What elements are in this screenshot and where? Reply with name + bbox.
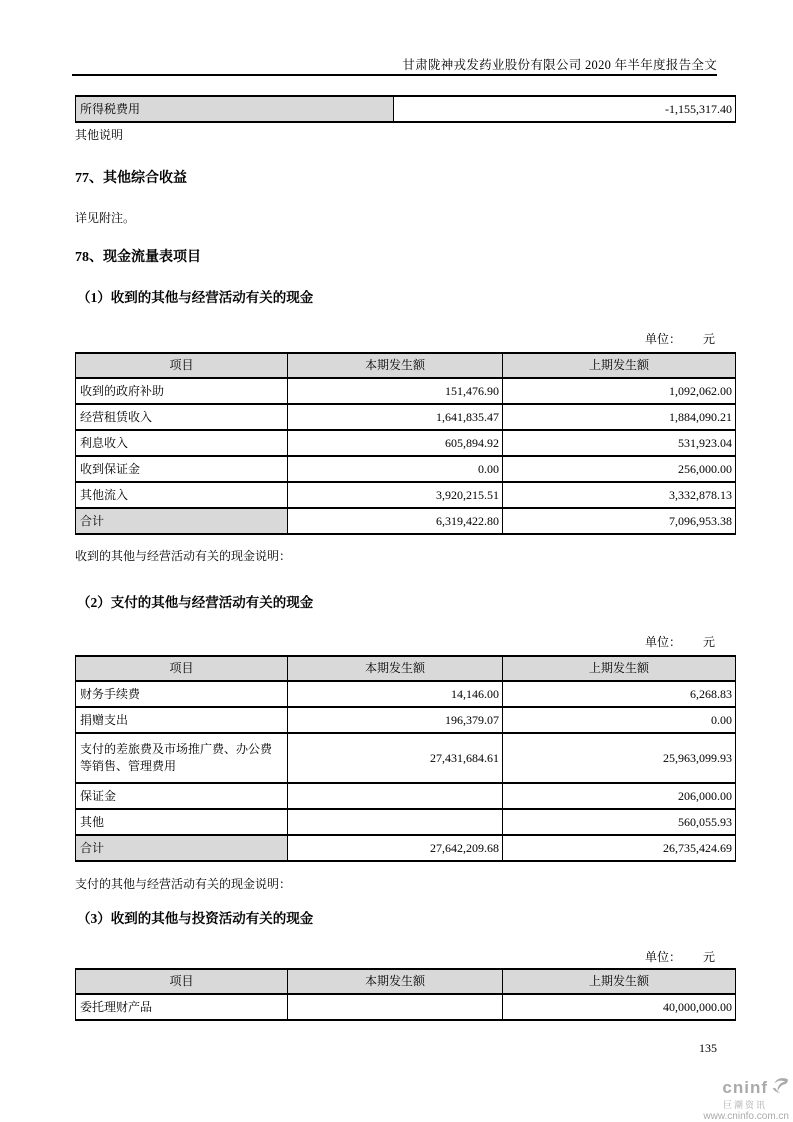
unit-value: 元 <box>702 950 715 964</box>
table-row <box>76 96 736 122</box>
received-operating-table <box>75 352 736 535</box>
item-cell: 保证金 <box>76 783 288 809</box>
paid-operating-note: 支付的其他与经营活动有关的现金说明： <box>75 877 292 891</box>
col-prior: 上期发生额 <box>503 353 736 378</box>
table-row <box>76 809 736 835</box>
current-cell <box>288 783 503 809</box>
unit-line <box>75 633 735 650</box>
other-note: 其他说明 <box>75 128 124 142</box>
unit-line <box>75 948 735 965</box>
prior-cell: 531,923.04 <box>503 430 736 456</box>
item-cell: 利息收入 <box>76 430 288 456</box>
item-cell: 收到的政府补助 <box>76 378 288 404</box>
cninfo-logo-url: www.cninfo.com.cn <box>703 1111 789 1122</box>
current-cell: 0.00 <box>288 456 503 482</box>
prior-cell: 6,268.83 <box>503 681 736 707</box>
unit-label: 单位： <box>644 332 681 346</box>
current-cell: 14,146.00 <box>288 681 503 707</box>
prior-cell: 206,000.00 <box>503 783 736 809</box>
table-row <box>76 404 736 430</box>
col-prior: 上期发生额 <box>503 969 736 994</box>
current-cell: 151,476.90 <box>288 378 503 404</box>
prior-cell: 256,000.00 <box>503 456 736 482</box>
unit-value: 元 <box>702 332 715 346</box>
col-item: 项目 <box>76 353 288 378</box>
current-cell <box>288 809 503 835</box>
item-cell: 其他 <box>76 809 288 835</box>
cninfo-logo-text: cninf <box>722 1078 768 1097</box>
item-cell: 捐赠支出 <box>76 707 288 733</box>
item-cell: 其他流入 <box>76 482 288 508</box>
total-prior-cell: 7,096,953.38 <box>503 508 736 534</box>
table-row <box>76 681 736 707</box>
current-cell: 196,379.07 <box>288 707 503 733</box>
col-current: 本期发生额 <box>288 969 503 994</box>
total-label-cell: 合计 <box>76 835 288 861</box>
prior-cell: 25,963,099.93 <box>503 733 736 783</box>
report-header-title: 甘肃陇神戎发药业股份有限公司 2020 年半年度报告全文 <box>402 58 717 72</box>
table-header-row <box>76 969 736 994</box>
received-operating-note: 收到的其他与经营活动有关的现金说明： <box>75 549 292 563</box>
table-row <box>76 378 736 404</box>
prior-cell: 1,884,090.21 <box>503 404 736 430</box>
table-row <box>76 430 736 456</box>
unit-label: 单位： <box>644 635 681 649</box>
unit-value: 元 <box>702 635 715 649</box>
table-row <box>76 456 736 482</box>
table-total-row <box>76 508 736 534</box>
current-cell: 27,431,684.61 <box>288 733 503 783</box>
current-cell <box>288 994 503 1020</box>
section-77-title: 77、其他综合收益 <box>75 171 187 186</box>
total-label-cell: 合计 <box>76 508 288 534</box>
col-item: 项目 <box>76 656 288 681</box>
col-current: 本期发生额 <box>288 353 503 378</box>
income-tax-table <box>75 95 736 123</box>
page-number: 135 <box>699 1041 717 1055</box>
prior-cell: 0.00 <box>503 707 736 733</box>
current-cell: 605,894.92 <box>288 430 503 456</box>
unit-label: 单位： <box>644 950 681 964</box>
table-row <box>76 733 736 783</box>
section-78-1-title: （1）收到的其他与经营活动有关的现金 <box>77 290 314 305</box>
paid-operating-table <box>75 655 736 862</box>
cninfo-swirl-icon <box>770 1076 789 1100</box>
section-77-body: 详见附注。 <box>75 211 136 225</box>
item-cell: 财务手续费 <box>76 681 288 707</box>
prior-cell: 560,055.93 <box>503 809 736 835</box>
total-current-cell: 27,642,209.68 <box>288 835 503 861</box>
table-header-row <box>76 353 736 378</box>
item-cell: 委托理财产品 <box>76 994 288 1020</box>
item-cell: 支付的差旅费及市场推广费、办公费等销售、管理费用 <box>76 733 288 783</box>
section-78-2-title: （2）支付的其他与经营活动有关的现金 <box>77 595 314 610</box>
cninfo-logo-chinese: 巨潮资讯 <box>722 1100 767 1110</box>
prior-cell: 1,092,062.00 <box>503 378 736 404</box>
unit-line <box>75 330 735 347</box>
total-current-cell: 6,319,422.80 <box>288 508 503 534</box>
current-cell: 3,920,215.51 <box>288 482 503 508</box>
cninfo-logo <box>669 1076 789 1122</box>
col-current: 本期发生额 <box>288 656 503 681</box>
item-cell: 经营租赁收入 <box>76 404 288 430</box>
col-prior: 上期发生额 <box>503 656 736 681</box>
table-header-row <box>76 656 736 681</box>
col-item: 项目 <box>76 969 288 994</box>
section-78-3-title: （3）收到的其他与投资活动有关的现金 <box>77 911 314 926</box>
table-total-row <box>76 835 736 861</box>
item-cell: 收到保证金 <box>76 456 288 482</box>
header-rule <box>72 74 717 76</box>
table-row <box>76 707 736 733</box>
table-row <box>76 994 736 1020</box>
prior-cell: 40,000,000.00 <box>503 994 736 1020</box>
table-row <box>76 482 736 508</box>
current-cell: 1,641,835.47 <box>288 404 503 430</box>
income-tax-value-cell: -1,155,317.40 <box>394 96 736 122</box>
prior-cell: 3,332,878.13 <box>503 482 736 508</box>
section-78-title: 78、现金流量表项目 <box>75 250 201 265</box>
received-investing-table <box>75 968 736 1021</box>
income-tax-label-cell: 所得税费用 <box>76 96 394 122</box>
table-row <box>76 783 736 809</box>
total-prior-cell: 26,735,424.69 <box>503 835 736 861</box>
